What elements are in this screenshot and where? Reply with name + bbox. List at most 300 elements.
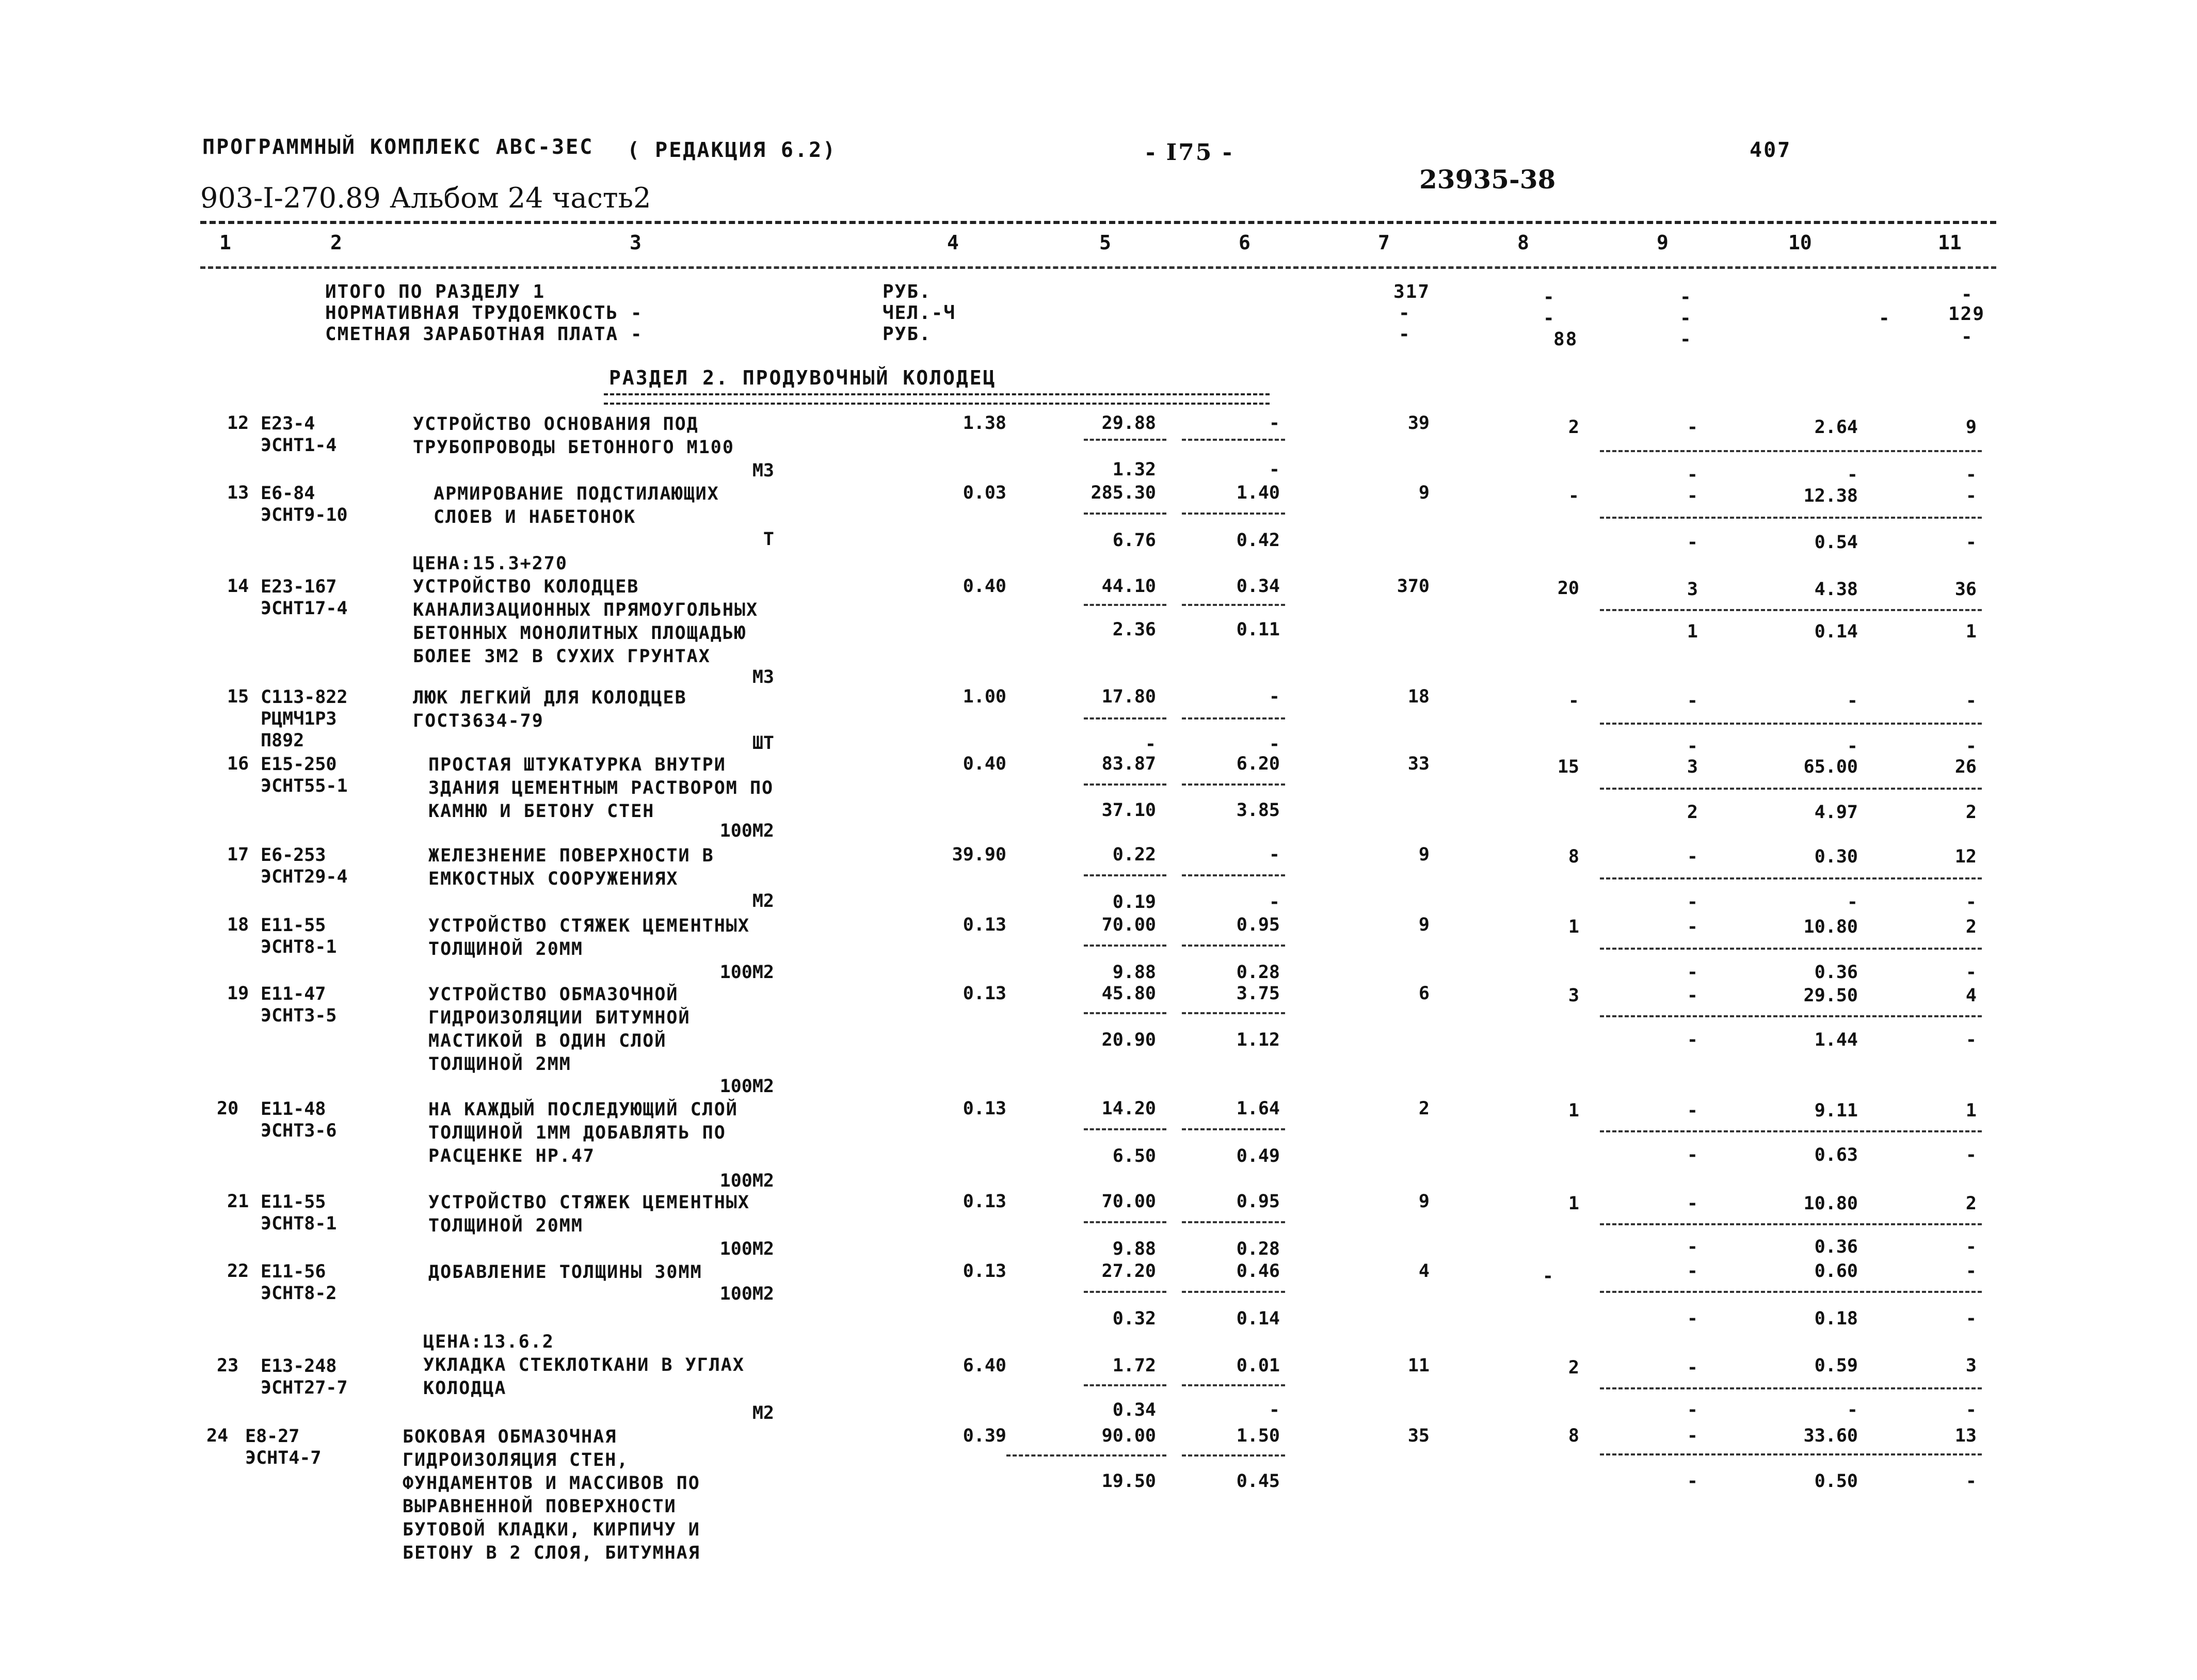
quantity: 0.40 <box>963 576 1006 597</box>
summary-c9-1: - <box>1680 286 1692 308</box>
col-8: 8 <box>1517 231 1529 254</box>
c10-value: 2.64 <box>1814 417 1858 438</box>
total-wage: - <box>1568 486 1579 506</box>
unit-machine: 0.34 <box>1112 1400 1156 1420</box>
unit-machine: 6.76 <box>1112 530 1156 551</box>
divider <box>1084 1384 1166 1386</box>
unit-machine-wage: 1.12 <box>1236 1030 1280 1050</box>
c11-value: 12 <box>1954 846 1977 867</box>
col-4: 4 <box>947 231 959 254</box>
c10-value-2: - <box>1847 465 1858 485</box>
unit-cost: 83.87 <box>1101 754 1156 774</box>
divider <box>1084 1128 1166 1130</box>
total-wage: 1 <box>1568 1100 1579 1121</box>
divider <box>1600 948 1982 950</box>
total-wage: 8 <box>1568 846 1579 867</box>
work-description: ЖЕЛЕЗНЕНИЕ ПОВЕРХНОСТИ В ЕМКОСТНЫХ СООРУЖЕНИЯХ <box>428 845 714 889</box>
unit-machine: - <box>1145 734 1156 755</box>
rate-code: Е11-48 ЭСНТ3-6 <box>261 1099 337 1141</box>
col-11: 11 <box>1938 231 1962 254</box>
c10-value: 10.80 <box>1803 917 1858 937</box>
unit-machine-wage: 0.28 <box>1236 962 1280 983</box>
unit-label: 100М2 <box>719 1076 774 1097</box>
rate-code: Е11-47 ЭСНТ3-5 <box>261 984 337 1026</box>
total-cost: 2 <box>1418 1098 1430 1119</box>
summary-total-label: ИТОГО ПО РАЗДЕЛУ 1 <box>325 281 546 302</box>
total-cost: 11 <box>1407 1355 1430 1376</box>
divider <box>1084 439 1166 441</box>
c10-value: 65.00 <box>1803 757 1858 777</box>
c9-value: - <box>1687 1193 1698 1214</box>
c11-value: - <box>1965 691 1977 711</box>
unit-label: 100М2 <box>719 1171 774 1191</box>
c10-value-2: 1.44 <box>1814 1030 1858 1050</box>
quantity: 0.03 <box>963 483 1006 503</box>
unit-machine-wage: 0.11 <box>1236 619 1280 640</box>
total-cost: 9 <box>1418 844 1430 865</box>
rate-code: Е8-27 ЭСНТ4-7 <box>245 1426 322 1468</box>
divider <box>1182 439 1285 441</box>
divider <box>1182 604 1285 606</box>
unit-cost: 70.00 <box>1101 1191 1156 1212</box>
c11-value-2: - <box>1965 532 1977 553</box>
unit-cost: 14.20 <box>1101 1098 1156 1119</box>
unit-cost: 17.80 <box>1101 686 1156 707</box>
total-cost: 9 <box>1418 1191 1430 1212</box>
rate-code: Е23-167 ЭСНТ17-4 <box>261 577 348 619</box>
software-title: ПРОГРАММНЫЙ КОМПЛЕКС АВС-3ЕС <box>202 135 594 159</box>
c9-value: - <box>1687 1261 1698 1282</box>
unit-machine-wage: 0.49 <box>1236 1146 1280 1166</box>
unit-wage: 0.46 <box>1236 1261 1280 1282</box>
divider <box>1084 604 1166 606</box>
work-description: БОКОВАЯ ОБМАЗОЧНАЯ ГИДРОИЗОЛЯЦИЯ СТЕН, ФУНДАМЕНТОВ И МАССИВОВ ПО ВЫРАВНЕННОЙ ПОВЕРХНОСТИ БУТОВОЙ КЛАДКИ, КИРПИЧУ И БЕТОНУ В 2 СЛОЯ, БИТУМНАЯ <box>403 1427 700 1563</box>
c11-value-2: - <box>1965 1308 1977 1329</box>
c9-value-2: - <box>1687 532 1698 553</box>
divider <box>1600 1453 1982 1455</box>
c9-value: - <box>1687 985 1698 1006</box>
work-description: ЛЮК ЛЕГКИЙ ДЛЯ КОЛОДЦЕВ ГОСТ3634-79 <box>413 687 687 731</box>
c11-value: 13 <box>1954 1426 1977 1446</box>
divider <box>1182 1384 1285 1386</box>
divider <box>1084 874 1166 876</box>
c9-value: - <box>1687 1426 1698 1446</box>
unit-cost: 0.22 <box>1112 844 1156 865</box>
row-number: 22 <box>227 1261 249 1282</box>
c11-value: - <box>1965 1261 1977 1282</box>
unit-machine: 1.32 <box>1112 459 1156 480</box>
work-description: ЦЕНА:15.3+270 УСТРОЙСТВО КОЛОДЦЕВ КАНАЛИЗАЦИОННЫХ ПРЯМОУГОЛЬНЫХ БЕТОННЫХ МОНОЛИТНЫХ ПЛОЩАДЬЮ БОЛЕЕ 3М2 В СУХИХ ГРУНТАХ <box>413 553 759 667</box>
c9-value: - <box>1687 1357 1698 1378</box>
divider <box>1600 877 1982 879</box>
c10-value: 0.30 <box>1814 846 1858 867</box>
c11-value-2: 1 <box>1965 621 1977 642</box>
c10-value-2: 4.97 <box>1814 802 1858 823</box>
unit-label: М3 <box>752 460 774 481</box>
c11-value: 1 <box>1965 1100 1977 1121</box>
top-rule <box>200 221 1996 224</box>
unit-machine: 6.50 <box>1112 1146 1156 1166</box>
unit-machine-wage: 0.14 <box>1236 1308 1280 1329</box>
work-description: ДОБАВЛЕНИЕ ТОЛЩИНЫ 30ММ <box>428 1262 702 1283</box>
rate-code: Е13-248 ЭСНТ27-7 <box>261 1356 348 1398</box>
c9-value-2: - <box>1687 1308 1698 1329</box>
unit-machine-wage: 0.42 <box>1236 530 1280 551</box>
rate-code: Е23-4 ЭСНТ1-4 <box>261 413 337 456</box>
divider <box>1084 783 1166 786</box>
summary-c11-1: - <box>1961 284 1974 305</box>
c11-value-2: 2 <box>1965 802 1977 823</box>
row-number: 19 <box>227 983 249 1004</box>
section-underline <box>604 393 1270 405</box>
total-cost: 18 <box>1407 686 1430 707</box>
unit-wage: 3.75 <box>1236 983 1280 1004</box>
unit-machine: 37.10 <box>1101 800 1156 821</box>
quantity: 0.13 <box>963 1098 1006 1119</box>
unit-cost: 70.00 <box>1101 915 1156 935</box>
col-2: 2 <box>330 231 342 254</box>
col-5: 5 <box>1099 231 1111 254</box>
unit-label: ШТ <box>752 733 774 754</box>
work-description: АРМИРОВАНИЕ ПОДСТИЛАЮЩИХ СЛОЕВ И НАБЕТОНОК <box>434 484 719 527</box>
unit-wage: - <box>1269 844 1280 865</box>
divider <box>1600 450 1982 452</box>
section-2-title: РАЗДЕЛ 2. ПРОДУВОЧНЫЙ КОЛОДЕЦ <box>609 366 997 389</box>
total-wage: 1 <box>1568 917 1579 937</box>
total-wage: - <box>1542 1266 1553 1287</box>
divider <box>1600 609 1982 611</box>
c10-value: 12.38 <box>1803 486 1858 506</box>
unit-label: 100М2 <box>719 1284 774 1304</box>
total-wage: 3 <box>1568 985 1579 1006</box>
total-wage: 8 <box>1568 1426 1579 1446</box>
c9-value-2: - <box>1687 1471 1698 1492</box>
divider <box>1600 723 1982 725</box>
c11-value: 26 <box>1954 757 1977 777</box>
c10-value: 29.50 <box>1803 985 1858 1006</box>
unit-label: Т <box>763 529 774 550</box>
total-wage: - <box>1568 691 1579 711</box>
unit-cost: 285.30 <box>1091 483 1156 503</box>
c9-value: 3 <box>1687 757 1698 777</box>
c10-value-2: - <box>1847 1400 1858 1420</box>
summary-c9-2: - <box>1680 308 1692 329</box>
unit-wage: 1.64 <box>1236 1098 1280 1119</box>
c11-value: 2 <box>1965 917 1977 937</box>
unit-label: 100М2 <box>719 962 774 983</box>
unit-cost: 1.72 <box>1112 1355 1156 1376</box>
c10-value-2: 0.18 <box>1814 1308 1858 1329</box>
divider <box>1006 1454 1166 1457</box>
unit-machine: 2.36 <box>1112 619 1156 640</box>
c10-value: - <box>1847 691 1858 711</box>
total-wage: 1 <box>1568 1193 1579 1214</box>
unit-label: 100М2 <box>719 821 774 841</box>
quantity: 0.39 <box>963 1426 1006 1446</box>
divider <box>1182 1221 1285 1223</box>
total-wage: 20 <box>1557 578 1579 599</box>
total-cost: 6 <box>1418 983 1430 1004</box>
quantity: 39.90 <box>952 844 1006 865</box>
c10-value: 9.11 <box>1814 1100 1858 1121</box>
unit-cost: 27.20 <box>1101 1261 1156 1282</box>
summary-unit-1: РУБ. <box>883 281 932 302</box>
divider <box>1084 513 1166 515</box>
quantity: 0.13 <box>963 915 1006 935</box>
divider <box>1182 513 1285 515</box>
c9-value-2: - <box>1687 465 1698 485</box>
total-cost: 9 <box>1418 483 1430 503</box>
unit-machine-wage: - <box>1269 1400 1280 1420</box>
unit-label: М3 <box>752 667 774 687</box>
work-description: УСТРОЙСТВО ОСНОВАНИЯ ПОД ТРУБОПРОВОДЫ БЕТОННОГО М100 <box>413 414 734 458</box>
summary-c7-2: - <box>1399 302 1411 324</box>
unit-wage: 0.01 <box>1236 1355 1280 1376</box>
total-wage: 2 <box>1568 417 1579 438</box>
c11-value-2: - <box>1965 1471 1977 1492</box>
row-number: 15 <box>227 686 249 707</box>
unit-machine: 0.19 <box>1112 892 1156 913</box>
divider <box>1600 1015 1982 1017</box>
c10-value-2: 0.36 <box>1814 1237 1858 1257</box>
c11-value-2: - <box>1965 1400 1977 1420</box>
rate-code: Е11-55 ЭСНТ8-1 <box>261 915 337 957</box>
col-7: 7 <box>1378 231 1390 254</box>
quantity: 0.40 <box>963 754 1006 774</box>
work-description: УСТРОЙСТВО СТЯЖЕК ЦЕМЕНТНЫХ ТОЛЩИНОЙ 20ММ <box>428 1192 750 1236</box>
c11-value-2: - <box>1965 892 1977 913</box>
summary-c8-3: 88 <box>1553 329 1578 350</box>
c9-value: - <box>1687 691 1698 711</box>
summary-c11-2: 129 <box>1948 303 1985 325</box>
divider <box>1600 788 1982 790</box>
c10-value-2: 0.14 <box>1814 621 1858 642</box>
rate-code: Е6-84 ЭСНТ9-10 <box>261 483 348 525</box>
rate-code: Е6-253 ЭСНТ29-4 <box>261 845 348 887</box>
column-number-row <box>0 231 2197 260</box>
c10-value-2: 0.63 <box>1814 1145 1858 1165</box>
unit-cost: 90.00 <box>1101 1426 1156 1446</box>
c11-value: 36 <box>1954 579 1977 600</box>
row-number: 18 <box>227 915 249 935</box>
c11-value: 4 <box>1965 985 1977 1006</box>
stamp-number: 23935-38 <box>1419 164 1556 195</box>
summary-c11-3: - <box>1961 326 1974 347</box>
unit-machine: 9.88 <box>1112 1239 1156 1259</box>
col-9: 9 <box>1657 231 1669 254</box>
unit-cost: 44.10 <box>1101 576 1156 597</box>
c9-value: - <box>1687 846 1698 867</box>
divider <box>1600 517 1982 519</box>
unit-wage: 1.50 <box>1236 1426 1280 1446</box>
c10-value: 4.38 <box>1814 579 1858 600</box>
divider <box>1600 1291 1982 1293</box>
divider <box>1182 717 1285 719</box>
divider <box>1084 1012 1166 1014</box>
quantity: 1.00 <box>963 686 1006 707</box>
c11-value-2: - <box>1965 736 1977 757</box>
c10-value: 0.59 <box>1814 1355 1858 1376</box>
unit-machine-wage: 3.85 <box>1236 800 1280 821</box>
c10-value: 10.80 <box>1803 1193 1858 1214</box>
quantity: 0.13 <box>963 1191 1006 1212</box>
divider <box>1084 945 1166 947</box>
c11-value: 3 <box>1965 1355 1977 1376</box>
unit-wage: 0.95 <box>1236 1191 1280 1212</box>
unit-machine-wage: - <box>1269 734 1280 755</box>
rate-code: Е11-55 ЭСНТ8-1 <box>261 1192 337 1234</box>
unit-machine: 0.32 <box>1112 1308 1156 1329</box>
divider <box>1182 1128 1285 1130</box>
c11-value-2: - <box>1965 1030 1977 1050</box>
c9-value-2: - <box>1687 1145 1698 1165</box>
row-number: 20 <box>217 1098 239 1119</box>
divider <box>1600 1130 1982 1132</box>
c9-value-2: - <box>1687 962 1698 983</box>
c9-value-2: - <box>1687 1237 1698 1257</box>
summary-c8-2: - <box>1543 308 1555 329</box>
total-wage: 15 <box>1557 757 1579 777</box>
unit-wage: - <box>1269 413 1280 434</box>
unit-machine-wage: - <box>1269 892 1280 913</box>
col-1: 1 <box>219 231 231 254</box>
row-number: 17 <box>227 844 249 865</box>
c11-value-2: - <box>1965 465 1977 485</box>
col-10: 10 <box>1788 231 1812 254</box>
rate-code: Е11-56 ЭСНТ8-2 <box>261 1261 337 1304</box>
c10-value-2: - <box>1847 892 1858 913</box>
c9-value-2: - <box>1687 1030 1698 1050</box>
unit-machine: 9.88 <box>1112 962 1156 983</box>
divider <box>1600 1387 1982 1389</box>
unit-label: М2 <box>752 1403 774 1423</box>
summary-c7-3: - <box>1399 324 1411 345</box>
unit-machine-wage: - <box>1269 459 1280 480</box>
divider <box>1182 1291 1285 1293</box>
summary-c9-3: - <box>1680 329 1692 350</box>
divider <box>1600 1223 1982 1225</box>
divider <box>1084 717 1166 719</box>
c10-value-2: 0.50 <box>1814 1471 1858 1492</box>
c9-value-2: - <box>1687 736 1698 757</box>
quantity: 0.13 <box>963 983 1006 1004</box>
summary-unit-2: ЧЕЛ.-Ч <box>883 302 956 324</box>
row-number: 12 <box>227 413 249 434</box>
work-description: НА КАЖДЫЙ ПОСЛЕДУЮЩИЙ СЛОЙ ТОЛЩИНОЙ 1ММ ДОБАВЛЯТЬ ПО РАСЦЕНКЕ НР.47 <box>428 1099 738 1166</box>
c9-value: - <box>1687 1100 1698 1121</box>
page-number: - I75 - <box>1146 139 1233 166</box>
c11-value: 2 <box>1965 1193 1977 1214</box>
summary-unit-3: РУБ. <box>883 324 932 345</box>
c9-value: - <box>1687 917 1698 937</box>
summary-labor-label: НОРМАТИВНАЯ ТРУДОЕМКОСТЬ - <box>325 302 643 324</box>
row-number: 23 <box>217 1355 239 1376</box>
c11-value-2: - <box>1965 1145 1977 1165</box>
c11-value-2: - <box>1965 1237 1977 1257</box>
unit-machine-wage: 0.28 <box>1236 1239 1280 1259</box>
total-cost: 4 <box>1418 1261 1430 1282</box>
row-number: 13 <box>227 483 249 503</box>
quantity: 6.40 <box>963 1355 1006 1376</box>
c11-value: 9 <box>1965 417 1977 438</box>
col-3: 3 <box>630 231 642 254</box>
unit-wage: - <box>1269 686 1280 707</box>
unit-machine: 19.50 <box>1101 1471 1156 1492</box>
row-number: 14 <box>227 576 249 597</box>
c10-value: 33.60 <box>1803 1426 1858 1446</box>
divider <box>1084 1221 1166 1223</box>
rate-code: С113-822 РЦМЧ1Р3 П892 <box>261 687 348 751</box>
c10-value-2: 0.54 <box>1814 532 1858 553</box>
divider <box>1182 1454 1285 1457</box>
divider <box>1084 1291 1166 1293</box>
c11-value: - <box>1965 486 1977 506</box>
divider <box>1182 783 1285 786</box>
c9-value-2: - <box>1687 892 1698 913</box>
summary-c8-1: - <box>1543 286 1555 308</box>
unit-machine-wage: 0.45 <box>1236 1471 1280 1492</box>
c9-value: 3 <box>1687 579 1698 600</box>
summary-wage-label: СМЕТНАЯ ЗАРАБОТНАЯ ПЛАТА - <box>325 324 643 345</box>
total-cost: 370 <box>1397 576 1430 597</box>
quantity: 0.13 <box>963 1261 1006 1282</box>
unit-label: М2 <box>752 891 774 911</box>
c9-value: - <box>1687 417 1698 438</box>
c10-value-2: - <box>1847 736 1858 757</box>
row-number: 24 <box>206 1426 229 1446</box>
unit-wage: 6.20 <box>1236 754 1280 774</box>
work-description: ЦЕНА:13.6.2 УКЛАДКА СТЕКЛОТКАНИ В УГЛАХ КОЛОДЦА <box>423 1332 745 1399</box>
unit-cost: 29.88 <box>1101 413 1156 434</box>
unit-cost: 45.80 <box>1101 983 1156 1004</box>
c10-value-2: 0.36 <box>1814 962 1858 983</box>
total-cost: 35 <box>1407 1426 1430 1446</box>
divider <box>1182 874 1285 876</box>
edition-label: ( РЕДАКЦИЯ 6.2) <box>627 138 837 162</box>
work-description: УСТРОЙСТВО СТЯЖЕК ЦЕМЕНТНЫХ ТОЛЩИНОЙ 20ММ <box>428 916 750 959</box>
c10-value: 0.60 <box>1814 1261 1858 1282</box>
divider <box>1182 1012 1285 1014</box>
unit-wage: 0.34 <box>1236 576 1280 597</box>
sheet-number: 407 <box>1750 138 1792 162</box>
c9-value-2: 1 <box>1687 621 1698 642</box>
summary-c10-2: - <box>1879 308 1891 329</box>
rate-code: Е15-250 ЭСНТ55-1 <box>261 754 348 796</box>
c9-value-2: 2 <box>1687 802 1698 823</box>
unit-machine: 20.90 <box>1101 1030 1156 1050</box>
row-number: 16 <box>227 754 249 774</box>
row-number: 21 <box>227 1191 249 1212</box>
summary-c7-1: 317 <box>1393 281 1431 302</box>
total-cost: 33 <box>1407 754 1430 774</box>
col-6: 6 <box>1239 231 1250 254</box>
header-rule <box>200 266 1996 269</box>
unit-wage: 1.40 <box>1236 483 1280 503</box>
total-cost: 39 <box>1407 413 1430 434</box>
unit-label: 100М2 <box>719 1239 774 1259</box>
quantity: 1.38 <box>963 413 1006 434</box>
divider <box>1182 945 1285 947</box>
unit-wage: 0.95 <box>1236 915 1280 935</box>
project-designation: 903-I-270.89 Альбом 24 часть2 <box>200 182 651 214</box>
c11-value-2: - <box>1965 962 1977 983</box>
total-cost: 9 <box>1418 915 1430 935</box>
total-wage: 2 <box>1568 1357 1579 1378</box>
work-description: УСТРОЙСТВО ОБМАЗОЧНОЙ ГИДРОИЗОЛЯЦИИ БИТУМНОЙ МАСТИКОЙ В ОДИН СЛОЙ ТОЛЩИНОЙ 2ММ <box>428 984 691 1075</box>
c9-value-2: - <box>1687 1400 1698 1420</box>
c9-value: - <box>1687 486 1698 506</box>
work-description: ПРОСТАЯ ШТУКАТУРКА ВНУТРИ ЗДАНИЯ ЦЕМЕНТНЫМ РАСТВОРОМ ПО КАМНЮ И БЕТОНУ СТЕН <box>428 755 774 822</box>
